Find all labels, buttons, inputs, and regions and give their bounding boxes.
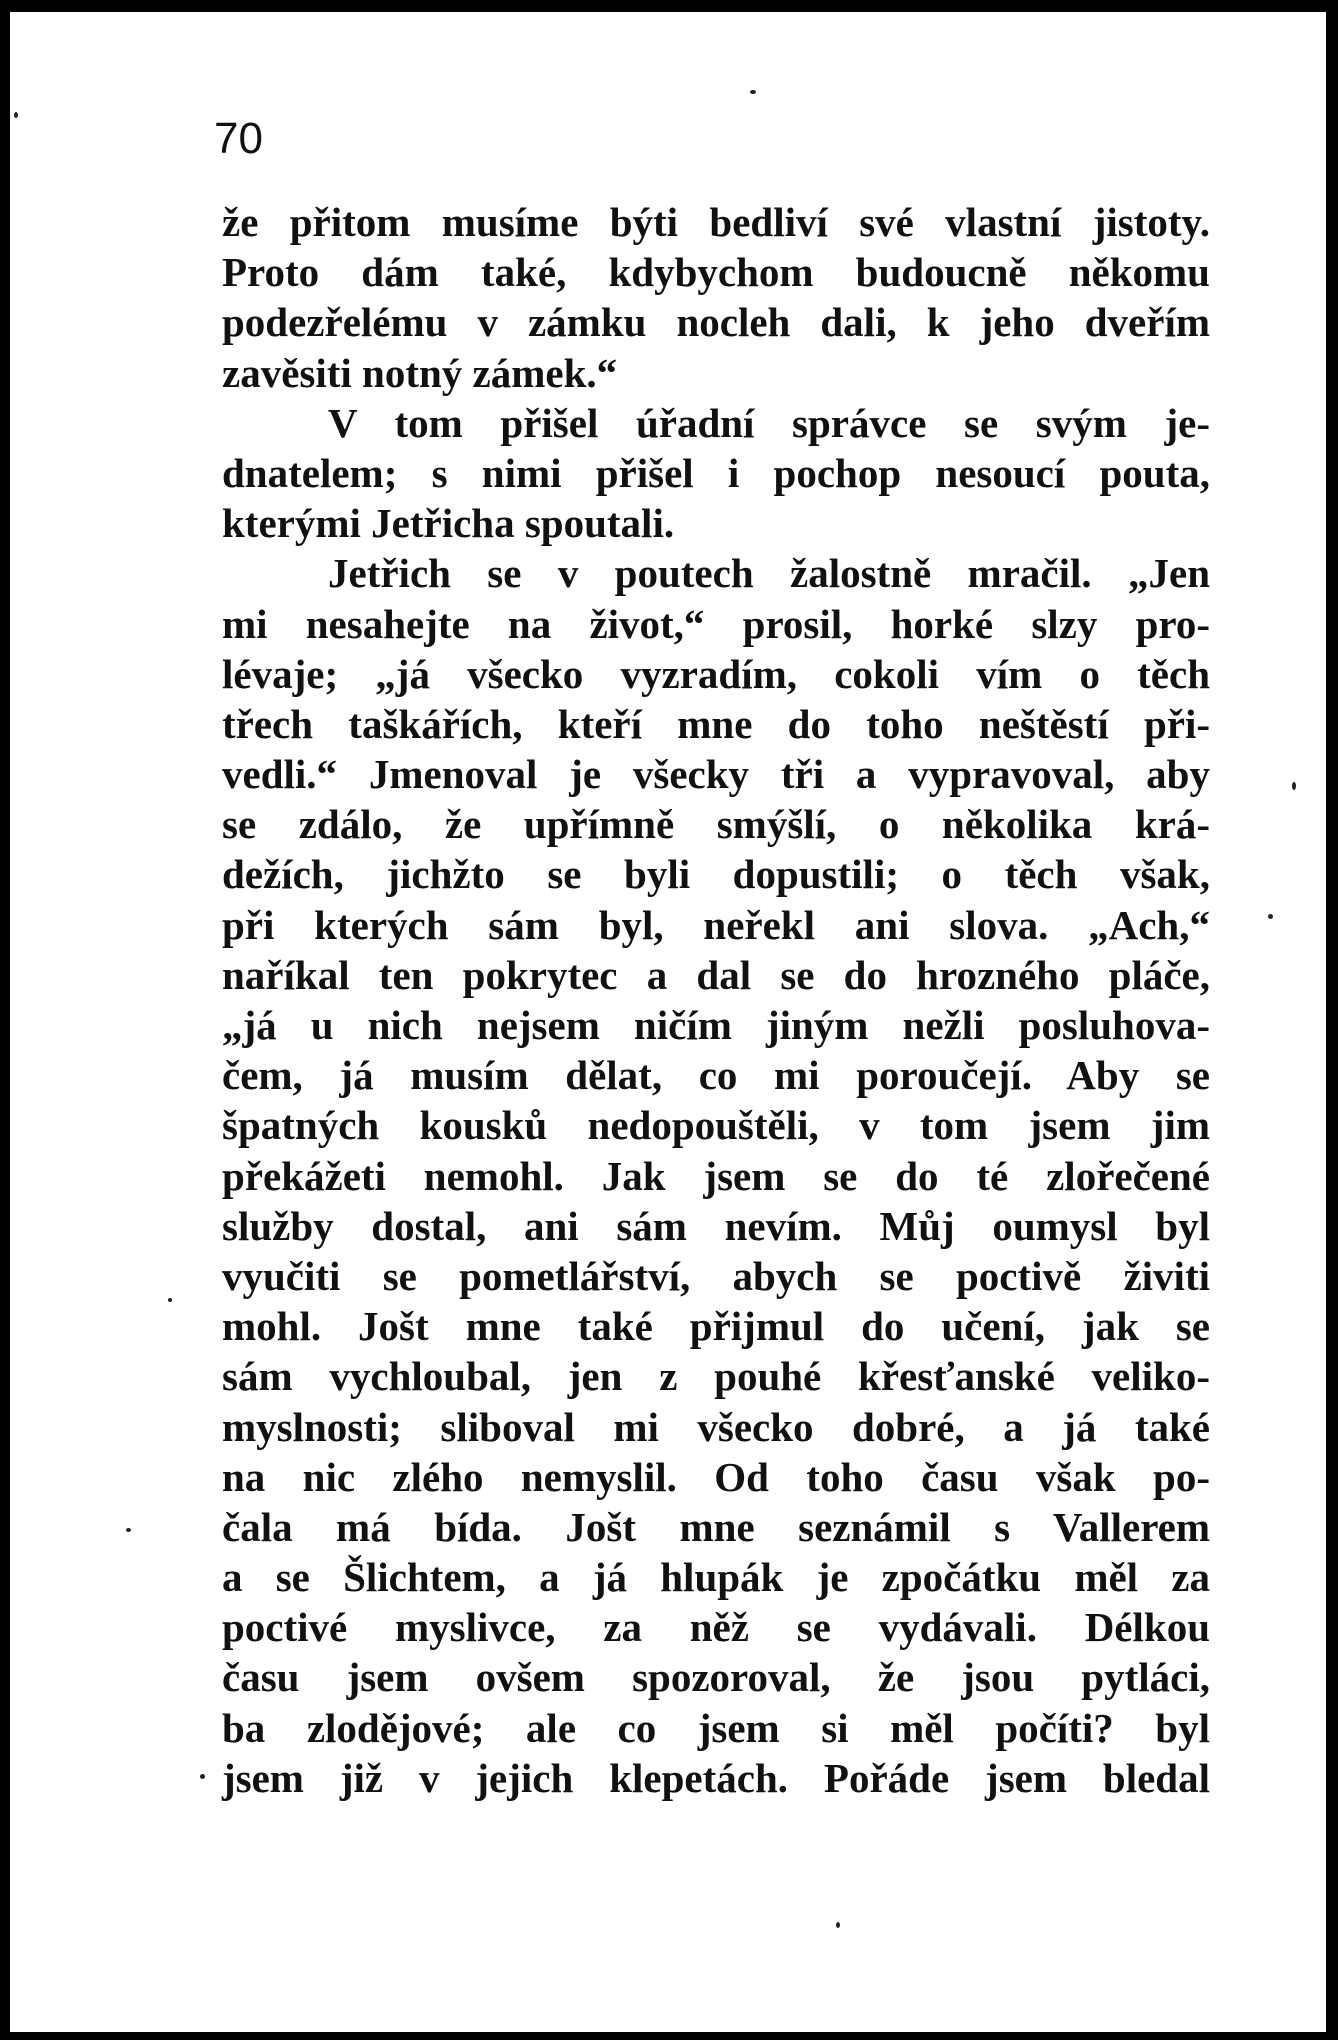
text-line: vyučiti se pometlářství, abych se poctivě živiti: [222, 1252, 1210, 1299]
text-line: naříkal ten pokrytec a dal se do hrozného pláče,: [222, 951, 1210, 998]
text-line: třech taškářích, kteří mne do toho neštěstí při-: [222, 700, 1210, 747]
text-line: překážeti nemohl. Jak jsem se do té zlořečené: [222, 1152, 1210, 1199]
text-line: vedli.“ Jmenoval je všecky tři a vypravoval, aby: [222, 751, 1210, 798]
scan-speck: [126, 1528, 131, 1532]
text-line: špatných kousků nedopouštěli, v tom jsem jim: [222, 1102, 1210, 1149]
text-line: služby dostal, ani sám nevím. Můj oumysl byl: [222, 1202, 1210, 1249]
scan-speck: [1268, 914, 1273, 919]
page-number: 70: [214, 114, 263, 163]
text-line: a se Šlichtem, a já hlupák je zpočátku měl za: [222, 1554, 1210, 1601]
scan-speck: [200, 1774, 205, 1779]
text-line: že přitom musíme býti bedliví své vlastní jistoty.: [222, 199, 1210, 245]
text-line: čem, já musím dělat, co mi poroučejí. Aby se: [222, 1052, 1210, 1099]
text-line: myslnosti; sliboval mi všecko dobré, a já také: [222, 1403, 1210, 1450]
text-line: kterými Jetřicha spoutali.: [222, 500, 675, 547]
text-line: dnatelem; s nimi přišel i pochop nesoucí pouta,: [222, 449, 1210, 496]
text-line: mohl. Jošt mne také přijmul do učení, jak se: [222, 1303, 1210, 1350]
text-line: při kterých sám byl, neřekl ani slova. „Ach,“: [222, 901, 1210, 948]
text-line: ba zlodějové; ale co jsem si měl počíti? byl: [222, 1704, 1210, 1751]
text-line: podezřelému v zámku nocleh dali, k jeho dveřím: [222, 299, 1210, 346]
scan-speck: [168, 1298, 172, 1302]
scan-speck: [836, 1922, 840, 1928]
body-text: [222, 197, 1210, 1803]
text-line: poctivé myslivce, za něž se vydávali. Délkou: [222, 1604, 1210, 1651]
text-line: na nic zlého nemyslil. Od toho času však po-: [222, 1453, 1210, 1500]
text-line: čala má bída. Jošt mne seznámil s Vallerem: [222, 1503, 1210, 1550]
text-line: V tom přišel úřadní správce se svým je-: [328, 399, 1210, 446]
scan-speck: [750, 90, 756, 94]
text-line: času jsem ovšem spozoroval, že jsou pytláci,: [222, 1654, 1210, 1701]
text-line: zavěsiti notný zámek.“: [222, 349, 618, 396]
text-line: Jetřich se v poutech žalostně mračil. „Jen: [328, 550, 1210, 597]
book-page: [10, 12, 1326, 2032]
text-line: dežích, jichžto se byli dopustili; o těch však,: [222, 851, 1210, 898]
text-line: jsem již v jejich klepetách. Pořáde jsem bledal: [222, 1754, 1210, 1801]
text-line: sám vychloubal, jen z pouhé křesťanské veliko-: [222, 1353, 1210, 1400]
text-line: „já u nich nejsem ničím jiným nežli posluhova-: [222, 1002, 1210, 1048]
scan-speck: [1292, 782, 1296, 790]
text-line: se zdálo, že upřímně smýšlí, o několika krá-: [222, 801, 1210, 848]
scan-speck: [14, 112, 18, 118]
text-line: Proto dám také, kdybychom budoucně někomu: [222, 249, 1210, 296]
text-line: mi nesahejte na život,“ prosil, horké slzy pro-: [222, 600, 1210, 647]
text-line: lévaje; „já všecko vyzradím, cokoli vím o těch: [222, 650, 1210, 697]
